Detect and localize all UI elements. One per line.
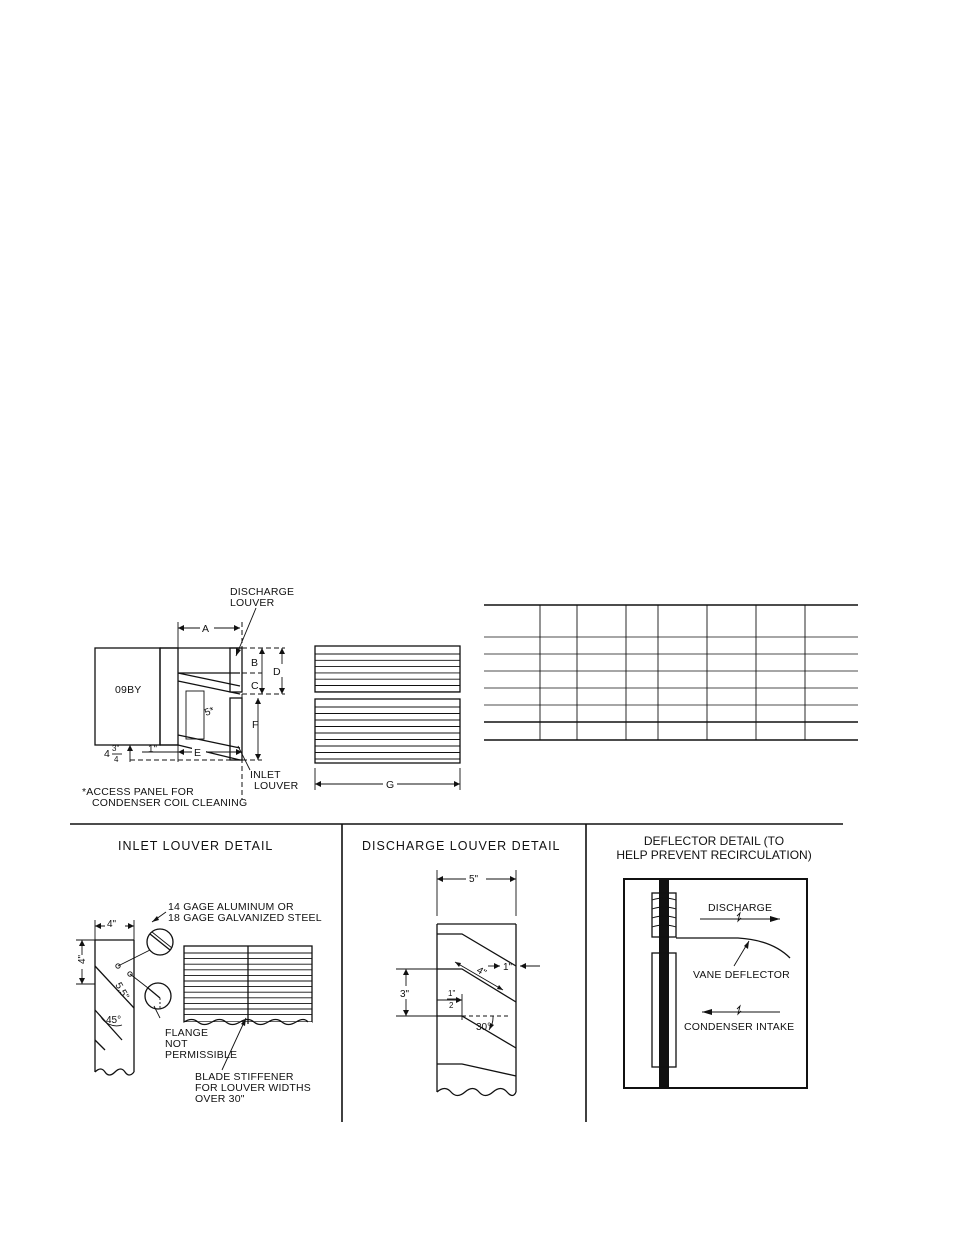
- inlet-diag-dim: 5.5": [112, 980, 131, 1002]
- flange-note-3: PERMISSIBLE: [165, 1049, 238, 1061]
- dim-one-inch: 1": [148, 744, 158, 755]
- unit-side-view: [82, 586, 299, 809]
- dim-c-label: C: [251, 680, 259, 692]
- unit-body: [95, 648, 160, 745]
- discharge-offset-dim: 1": [503, 962, 513, 973]
- access-panel: [186, 691, 204, 739]
- dim-a-label: A: [202, 623, 210, 635]
- louver-front-view: [315, 646, 460, 791]
- stiffener-note-1: BLADE STIFFENER: [195, 1071, 294, 1083]
- discharge-width-dim: 5": [469, 874, 479, 885]
- dim-bottom-num: 3": [112, 744, 120, 753]
- discharge-louver-label-2: LOUVER: [230, 597, 275, 609]
- inlet-louver-label-2: LOUVER: [254, 780, 299, 792]
- stiffener-note-3: OVER 30": [195, 1093, 245, 1105]
- flange-note-1: FLANGE: [165, 1027, 209, 1039]
- access-note-line-1: *ACCESS PANEL FOR: [82, 786, 194, 798]
- vane-deflector: [676, 938, 790, 958]
- inlet-height-dim: 4": [77, 954, 88, 964]
- deflector-title-2: HELP PREVENT RECIRCULATION): [616, 848, 812, 862]
- discharge-spacing-dim: 3": [400, 989, 410, 1000]
- dim-bottom-den: 4: [114, 755, 119, 764]
- discharge-blade-dim: 4": [474, 965, 488, 980]
- dim-d-label: D: [273, 666, 281, 678]
- access-panel-marker: 5*: [203, 705, 216, 719]
- inlet-material-note-2: 18 GAGE GALVANIZED STEEL: [168, 912, 322, 924]
- discharge-louver-label-1: DISCHARGE: [230, 586, 295, 598]
- dimension-table: [484, 605, 858, 740]
- half-den: 2: [449, 1001, 454, 1010]
- inlet-louver-label-1: INLET: [250, 769, 281, 781]
- inlet-angle: 45°: [106, 1015, 122, 1026]
- dim-bottom-whole: 4: [104, 748, 111, 760]
- inlet-width-dim: 4": [107, 919, 117, 930]
- flange-note-2: NOT: [165, 1038, 188, 1050]
- inlet-louver-front: [315, 699, 460, 763]
- unit-model-label: 09BY: [115, 684, 142, 696]
- vane-deflector-label: VANE DEFLECTOR: [693, 969, 790, 981]
- deflector-title-1: DEFLECTOR DETAIL (TO: [643, 834, 785, 848]
- inlet-material-note-1: 14 GAGE ALUMINUM OR: [168, 901, 294, 913]
- discharge-detail-title: DISCHARGE LOUVER DETAIL: [362, 839, 561, 853]
- inlet-detail-title: INLET LOUVER DETAIL: [118, 839, 274, 853]
- dim-f-label: F: [252, 719, 259, 731]
- wall-section: [659, 879, 669, 1088]
- stiffener-note-2: FOR LOUVER WIDTHS: [195, 1082, 311, 1094]
- discharge-angle: 30°: [476, 1022, 492, 1033]
- condenser-intake-label: CONDENSER INTAKE: [684, 1021, 795, 1033]
- access-note-line-2: CONDENSER COIL CLEANING: [92, 797, 248, 809]
- half-num: 1": [448, 989, 456, 998]
- discharge-flow-label: DISCHARGE: [708, 902, 773, 914]
- dim-e-label: E: [194, 747, 202, 759]
- inlet-louver-detail: [74, 839, 322, 1105]
- discharge-louver-detail: [362, 839, 561, 1096]
- dim-g-label: G: [386, 779, 395, 791]
- dim-b-label: B: [251, 657, 259, 669]
- deflector-detail: [616, 834, 811, 1088]
